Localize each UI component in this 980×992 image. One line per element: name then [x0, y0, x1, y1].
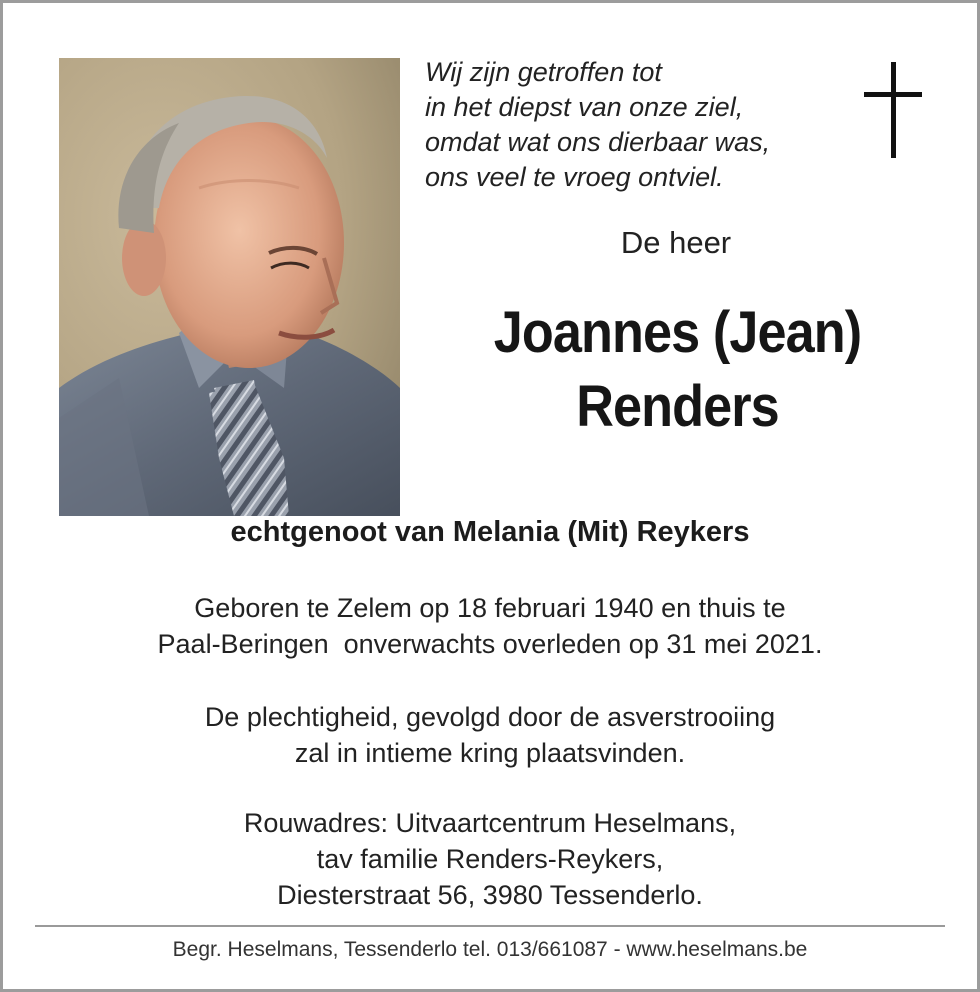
poem — [425, 55, 770, 195]
birth-death-info — [0, 590, 980, 662]
mourning-address — [0, 805, 980, 913]
honorific: De heer — [620, 225, 732, 260]
name-surname-line: Renders — [576, 374, 779, 439]
address-line: tav familie Renders-Reykers, — [316, 844, 664, 874]
deceased-name — [455, 296, 901, 444]
birth-line: Geboren te Zelem op 18 februari 1940 en thuis te — [194, 593, 786, 623]
portrait-photo — [59, 58, 400, 516]
cross-icon — [864, 62, 922, 158]
poem-line: in het diepst van onze ziel, — [425, 92, 744, 122]
poem-line: ons veel te vroeg ontviel. — [425, 162, 724, 192]
poem-line: omdat wat ons dierbaar was, — [425, 127, 771, 157]
address-line: Diesterstraat 56, 3980 Tessenderlo. — [277, 880, 703, 910]
name-first-line: Joannes (Jean) — [493, 300, 862, 365]
ceremony-info — [0, 699, 980, 771]
address-line: Rouwadres: Uitvaartcentrum Heselmans, — [243, 808, 737, 838]
spouse-line: echtgenoot van Melania (Mit) Reykers — [230, 516, 750, 548]
ceremony-line: zal in intieme kring plaatsvinden. — [294, 738, 686, 768]
poem-line: Wij zijn getroffen tot — [425, 57, 662, 87]
death-line: Paal-Beringen onverwachts overleden op 31 mei 2021. — [157, 629, 823, 659]
ceremony-line: De plechtigheid, gevolgd door de asverstrooiing — [204, 702, 776, 732]
funeral-home-footer: Begr. Heselmans, Tessenderlo tel. 013/661087 - www.heselmans.be — [172, 938, 808, 961]
divider — [35, 925, 945, 927]
